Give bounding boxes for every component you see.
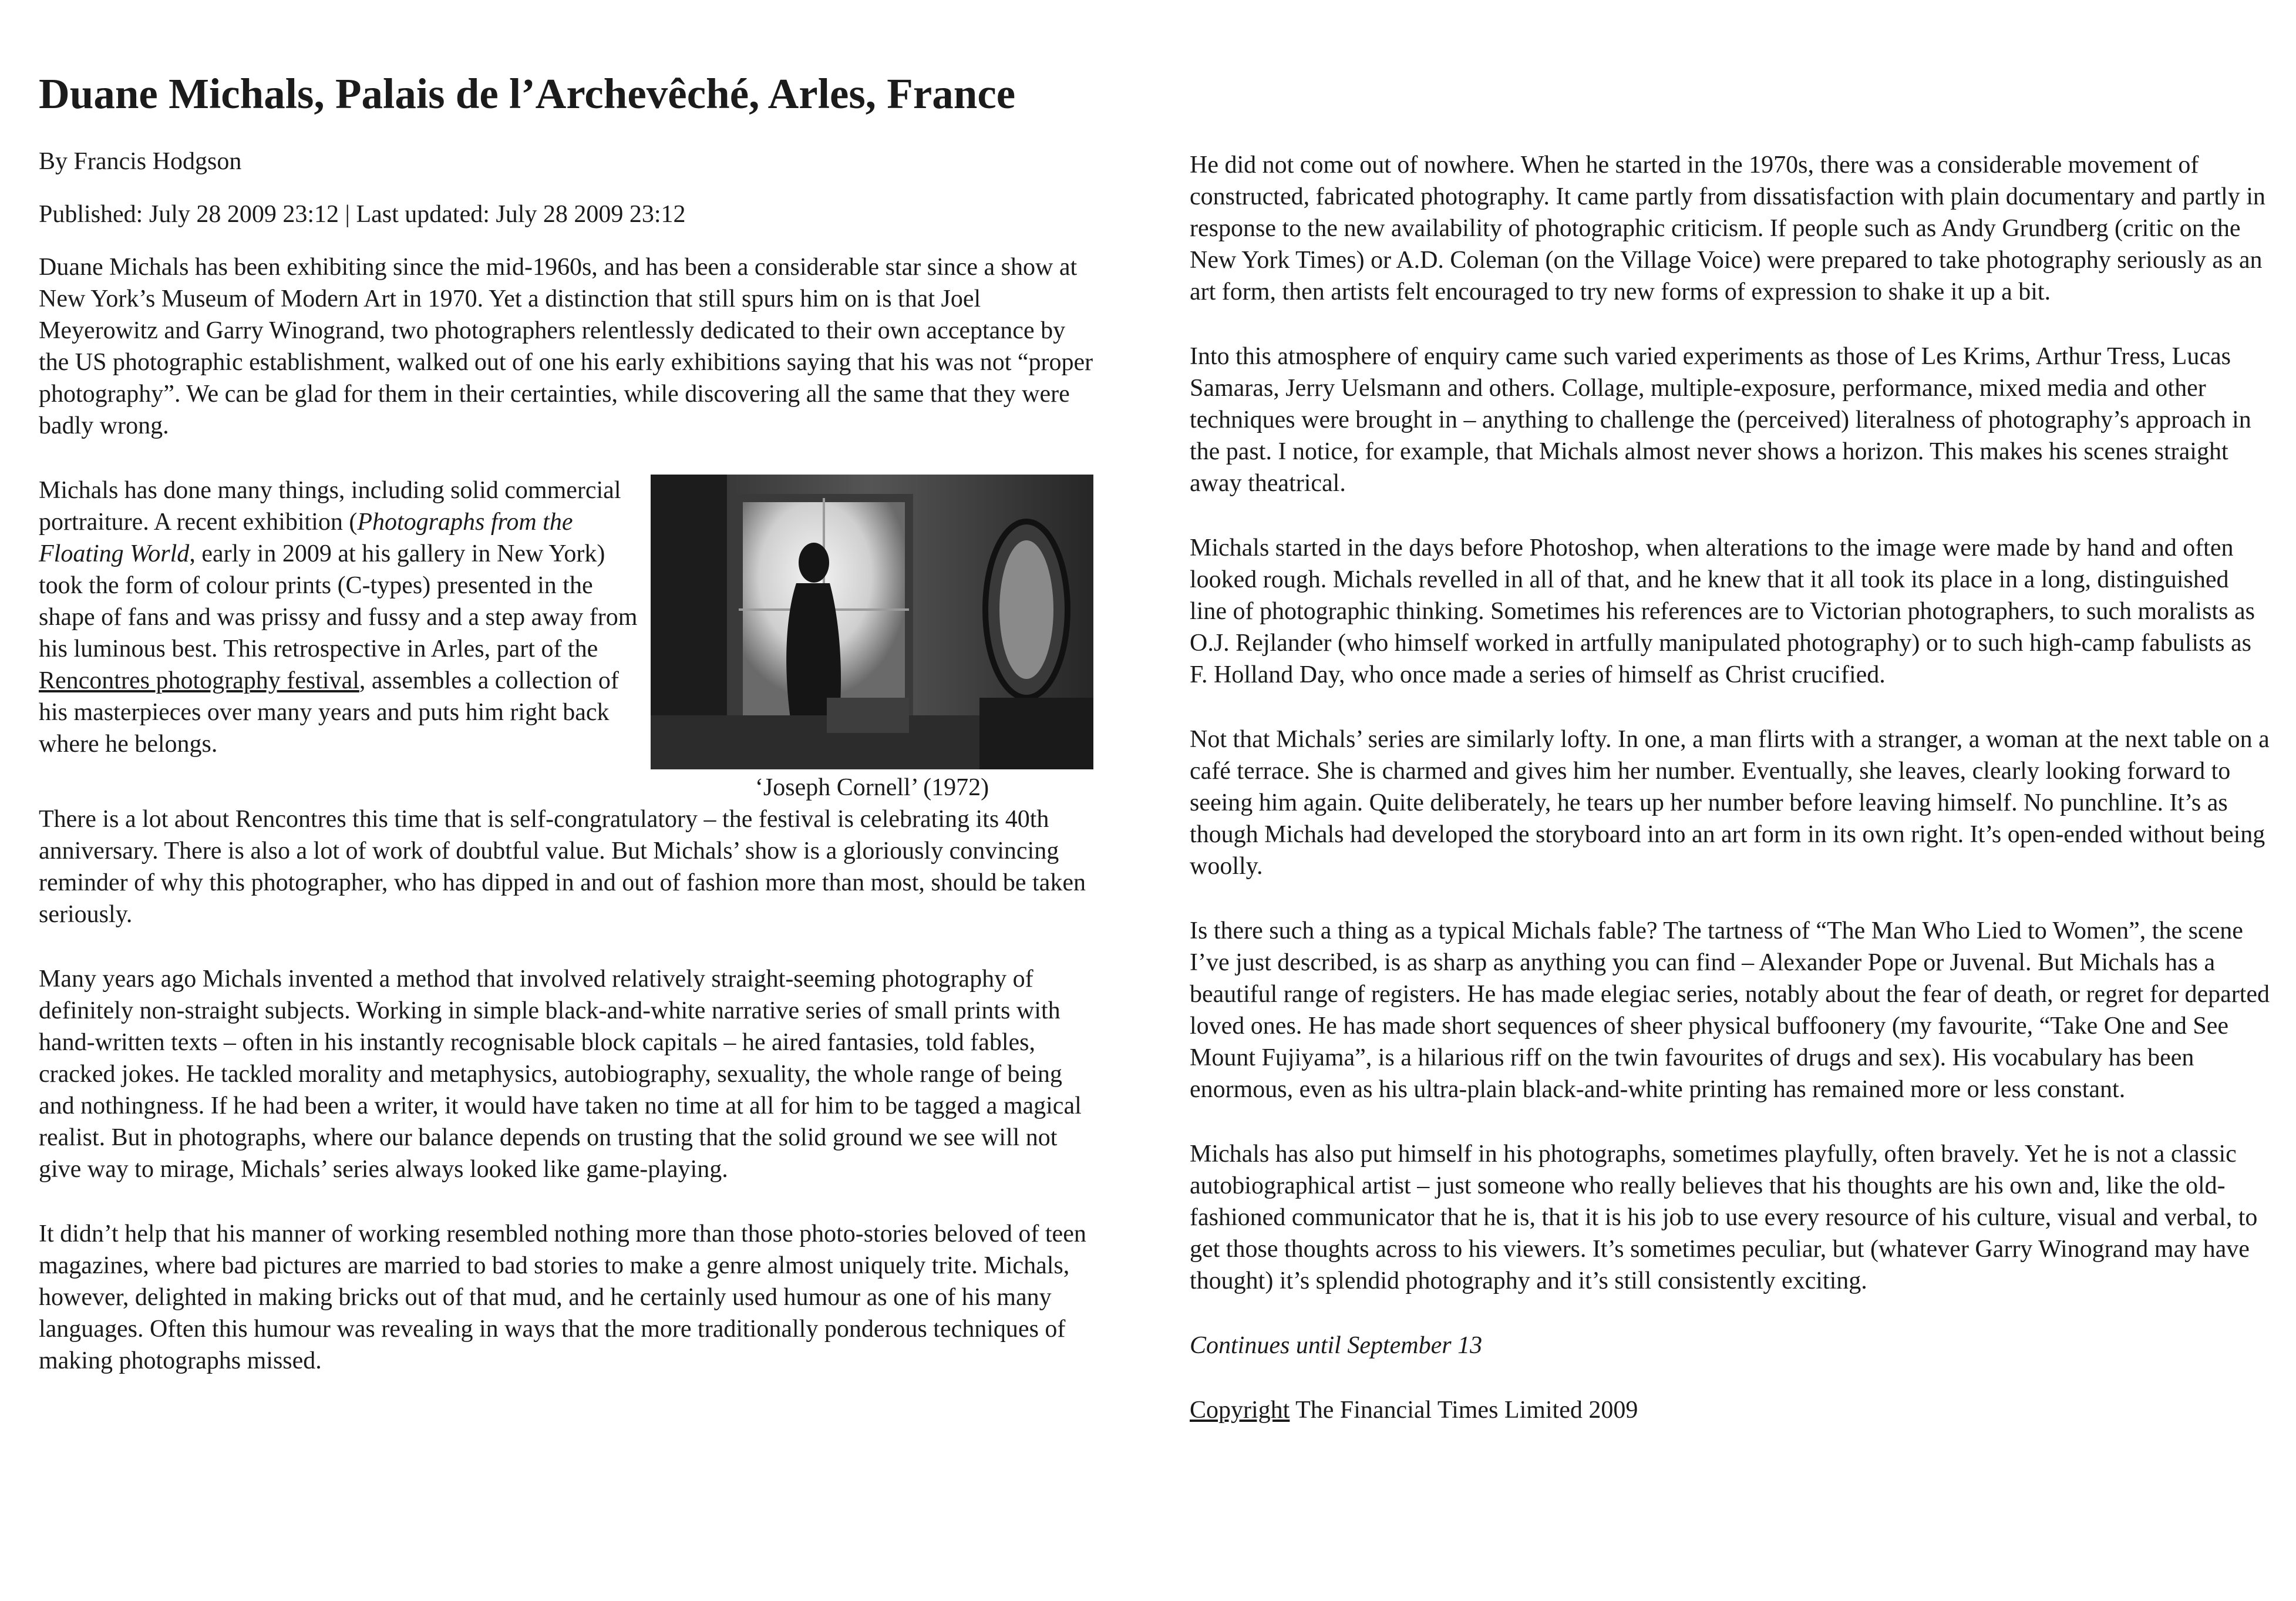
- right-column: [1190, 149, 2270, 1459]
- paragraph-series: Not that Michals’ series are similarly lofty. In one, a man flirts with a stranger, a woman at the next table on a café terrace. She is charmed and gives him her number. Eventually, she leaves, clearly looking forward to seeing him again. Quite deliberately, he tears up her number before leaving himself. No punchline. It’s as though Michals had developed the storyboard into an art form in its own right. It’s open-ended without being woolly.: [1190, 726, 2270, 880]
- rencontres-festival-link[interactable]: Rencontres photography festival: [39, 667, 359, 694]
- paragraph-text: , assembles a collection of his masterpieces over many years and puts him right back where he belongs.: [39, 667, 619, 758]
- paragraph-origins: He did not come out of nowhere. When he started in the 1970s, there was a considerable movement of constructed, fabricated photography. It came partly from dissatisfaction with plain documentary and partly in response to the new availability of photographic criticism. If people such as Andy Grundberg (critic on the New York Times) or A.D. Coleman (on the Village Voice) were prepared to take photography seriously as an art form, then artists felt encouraged to try new forms of expression to shake it up a bit.: [1190, 152, 2265, 305]
- exhibition-title: Photographs from the Floating World: [39, 509, 573, 567]
- figure-caption: ‘Joseph Cornell’ (1972): [755, 774, 989, 801]
- paragraph-with-figure: [39, 475, 1096, 803]
- paragraph-fable: Is there such a thing as a typical Michals fable? The tartness of “The Man Who Lied to Women”, the scene I’ve just described, is as sharp as anything you can find – Alexander Pope or Juvenal. But Michals has a beautiful range of registers. He has made elegiac series, notably about the fear of death, or regret for departed loved ones. He has made short sequences of sheer physical buffoonery (my favourite, “Take One and See Mount Fujiyama”, is a hilarious riff on the twin favourites of drugs and sex). His vocabulary has been enormous, even as his ultra-plain black-and-white printing has remained more or less constant.: [1190, 917, 2270, 1103]
- paragraph-intro: Duane Michals has been exhibiting since the mid-1960s, and has been a considerable star since a show at New York’s Museum of Modern Art in 1970. Yet a distinction that still spurs him on is that Joel Meyerowitz and Garry Winogrand, two photographers relentlessly dedicated to their own acceptance by the US photographic establishment, walked out of one his early exhibitions saying that his was not “proper photography”. We can be glad for them in their certainties, while discovering all the same that they were badly wrong.: [39, 254, 1093, 439]
- figure: [651, 475, 1093, 803]
- paragraph-rencontres: There is a lot about Rencontres this time that is self-congratulatory – the festival is celebrating its 40th anniversary. There is also a lot of work of doubtful value. But Michals’ show is a gloriously convincing reminder of why this photographer, who has dipped in and out of fashion more than most, should be taken seriously.: [39, 806, 1086, 928]
- left-column: [39, 146, 1096, 1410]
- article-title: Duane Michals, Palais de l’Archevêché, Arles, France: [39, 70, 1016, 117]
- byline: By Francis Hodgson: [39, 148, 242, 175]
- paragraph-atmosphere: Into this atmosphere of enquiry came such varied experiments as those of Les Krims, Arthur Tress, Lucas Samaras, Jerry Uelsmann and others. Collage, multiple-exposure, performance, mixed media and other techniques were brought in – anything to challenge the (perceived) literalness of photography’s approach in the past. I notice, for example, that Michals almost never shows a horizon. This makes his scenes straight away theatrical.: [1190, 343, 2251, 497]
- paragraph-method: Many years ago Michals invented a method that involved relatively straight-seeming photography of definitely non-straight subjects. Working in simple black-and-white narrative series of small prints with hand-written texts – often in his instantly recognisable block capitals – he aired fantasies, told fables, cracked jokes. He tackled morality and metaphysics, autobiography, sexuality, the whole range of being and nothingness. If he had been a writer, it would have taken no time at all for him to be tagged a magical realist. But in photographs, where our balance depends on trusting that the solid ground we see will not give way to mirage, Michals’ series always looked like game-playing.: [39, 966, 1082, 1183]
- photo-joseph-cornell: [651, 475, 1093, 769]
- publish-date: Published: July 28 2009 23:12 | Last updated: July 28 2009 23:12: [39, 201, 686, 228]
- paragraph-text: Michals has done many things, including solid commercial portraiture. A recent exhibition (: [39, 477, 621, 536]
- copyright-text: The Financial Times Limited 2009: [1290, 1397, 1638, 1424]
- continues-until: Continues until September 13: [1190, 1332, 1483, 1359]
- paragraph-photoshop: Michals started in the days before Photoshop, when alterations to the image were made by hand and often looked rough. Michals revelled in all of that, and he knew that it all took its place in a long, distinguished line of photographic thinking. Sometimes his references are to Victorian photographers, to such moralists as O.J. Rejlander (who himself worked in artfully manipulated photography) or to such high-camp fabulists as F. Holland Day, who once made a series of himself as Christ crucified.: [1190, 534, 2255, 688]
- paragraph-text: , early in 2009 at his gallery in New York) took the form of colour prints (C-types) presented in the shape of fans and was prissy and fussy and a step away from his luminous best. This retrospective in Arles, part of the: [39, 540, 638, 662]
- copyright-line: [1190, 1394, 2270, 1426]
- paragraph-photo-stories: It didn’t help that his manner of working resembled nothing more than those photo-stories beloved of teen magazines, where bad pictures are married to bad stories to make a genre almost uniquely trite. Michals, however, delighted in making bricks out of that mud, and he certainly used humour as one of his many languages. Often this humour was revealing in ways that the more traditionally ponderous techniques of making photographs missed.: [39, 1220, 1086, 1374]
- copyright-link[interactable]: Copyright: [1190, 1397, 1290, 1424]
- paragraph-self: Michals has also put himself in his photographs, sometimes playfully, often bravely. Yet he is not a classic autobiographical artist – just someone who really believes that his thoughts are his own and, like the old-fashioned communicator that he is, that it is his job to use every resource of his culture, visual and verbal, to get those thoughts across to his viewers. It’s sometimes peculiar, but (whatever Garry Winogrand may have thought) it’s splendid photography and it’s still consistently exciting.: [1190, 1141, 2258, 1294]
